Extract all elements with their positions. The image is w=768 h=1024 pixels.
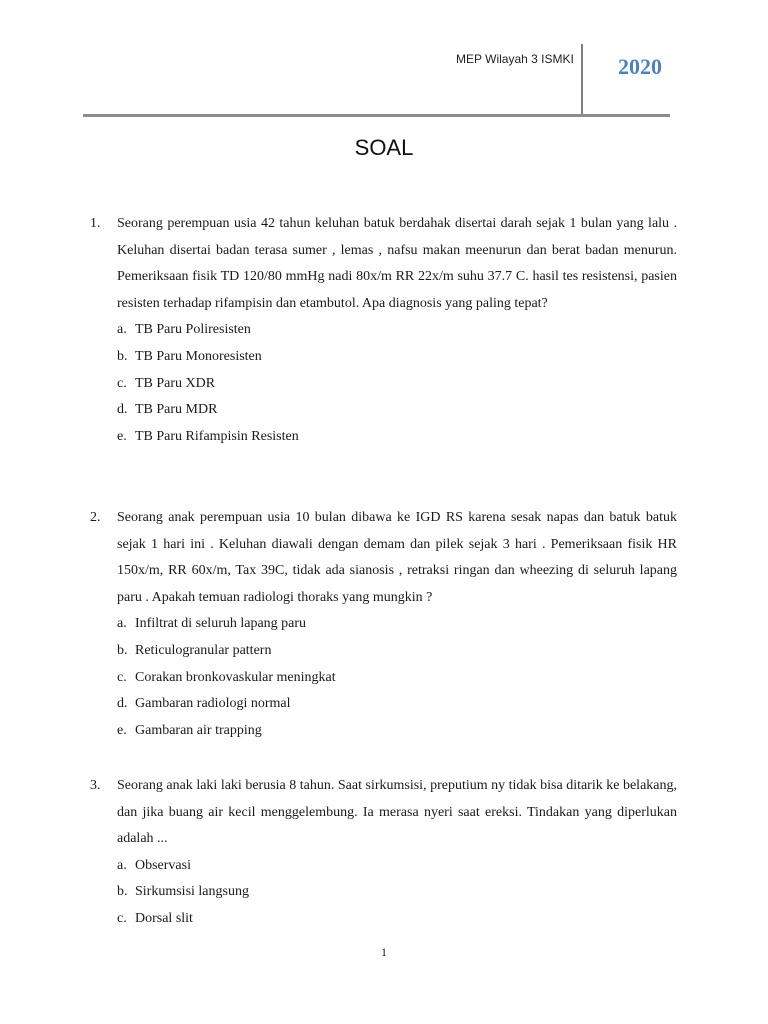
option-text: Corakan bronkovaskular meningkat [135,669,336,685]
option-text: Dorsal slit [135,910,193,926]
option-c [117,665,677,692]
option-text: Gambaran radiologi normal [135,696,291,712]
question-2 [90,505,677,744]
option-letter: a. [117,857,127,873]
option-c [117,371,677,398]
option-letter: e. [117,722,127,738]
option-a [117,853,677,880]
option-text: Reticulogranular pattern [135,642,272,658]
option-list [117,317,677,450]
option-d [117,691,677,718]
option-e [117,718,677,745]
option-letter: c. [117,375,127,391]
option-text: TB Paru Poliresisten [135,322,251,338]
option-text: Sirkumsisi langsung [135,884,249,900]
option-letter: c. [117,669,127,685]
option-letter: b. [117,348,128,364]
option-letter: e. [117,428,127,444]
header-divider [581,44,583,116]
question-3 [90,773,677,933]
option-d [117,397,677,424]
header-year: 2020 [618,54,662,79]
option-list [117,611,677,744]
option-letter: c. [117,910,127,926]
header-organization: MEP Wilayah 3 ISMKI [456,52,574,66]
question-number: 1. [90,216,101,231]
question-1 [90,211,677,450]
option-text: TB Paru XDR [135,375,216,391]
option-b [117,879,677,906]
header-rule [83,114,670,117]
option-letter: d. [117,696,128,712]
option-b [117,638,677,665]
question-text: Seorang anak laki laki berusia 8 tahun. Saat sirkumsisi, preputium ny tidak bisa ditarik ke belakang, dan jika buang air kecil menggelembung. Ia merasa nyeri saat ereksi. Tindakan yang diperlukan adalah ... [117,778,677,847]
option-a [117,317,677,344]
question-number: 3. [90,778,101,793]
page-number: 1 [381,945,387,959]
option-letter: a. [117,322,127,338]
option-text: TB Paru MDR [135,402,218,418]
option-letter: b. [117,884,128,900]
option-e [117,424,677,451]
option-text: TB Paru Monoresisten [135,348,262,364]
option-list [117,853,677,933]
option-letter: d. [117,402,128,418]
question-number: 2. [90,510,101,525]
option-letter: b. [117,642,128,658]
option-text: Observasi [135,857,191,873]
option-text: Gambaran air trapping [135,722,262,738]
option-text: TB Paru Rifampisin Resisten [135,428,299,444]
option-a [117,611,677,638]
option-c [117,906,677,933]
page-title: SOAL [354,135,414,160]
option-b [117,344,677,371]
option-text: Infiltrat di seluruh lapang paru [135,616,307,632]
question-text: Seorang anak perempuan usia 10 bulan dibawa ke IGD RS karena sesak napas dan batuk batuk sejak 1 hari ini . Keluhan diawali dengan demam dan pilek sejak 3 hari . Pemeriksaan fisik HR 150x/m, RR 60x/m, Tax 39C, tidak ada sianosis , retraksi ringan dan wheezing di seluruh lapang paru . Apakah temuan radiologi thoraks yang mungkin ? [117,510,677,605]
option-letter: a. [117,616,127,632]
question-text: Seorang perempuan usia 42 tahun keluhan batuk berdahak disertai darah sejak 1 bulan yang lalu . Keluhan disertai badan terasa sumer , lemas , nafsu makan meenurun dan berat badan menurun. Pemeriksaan fisik TD 120/80 mmHg nadi 80x/m RR 22x/m suhu 37.7 C. hasil tes resistensi, pasien resisten terhadap rifampisin dan etambutol. Apa diagnosis yang paling tepat? [117,216,677,311]
